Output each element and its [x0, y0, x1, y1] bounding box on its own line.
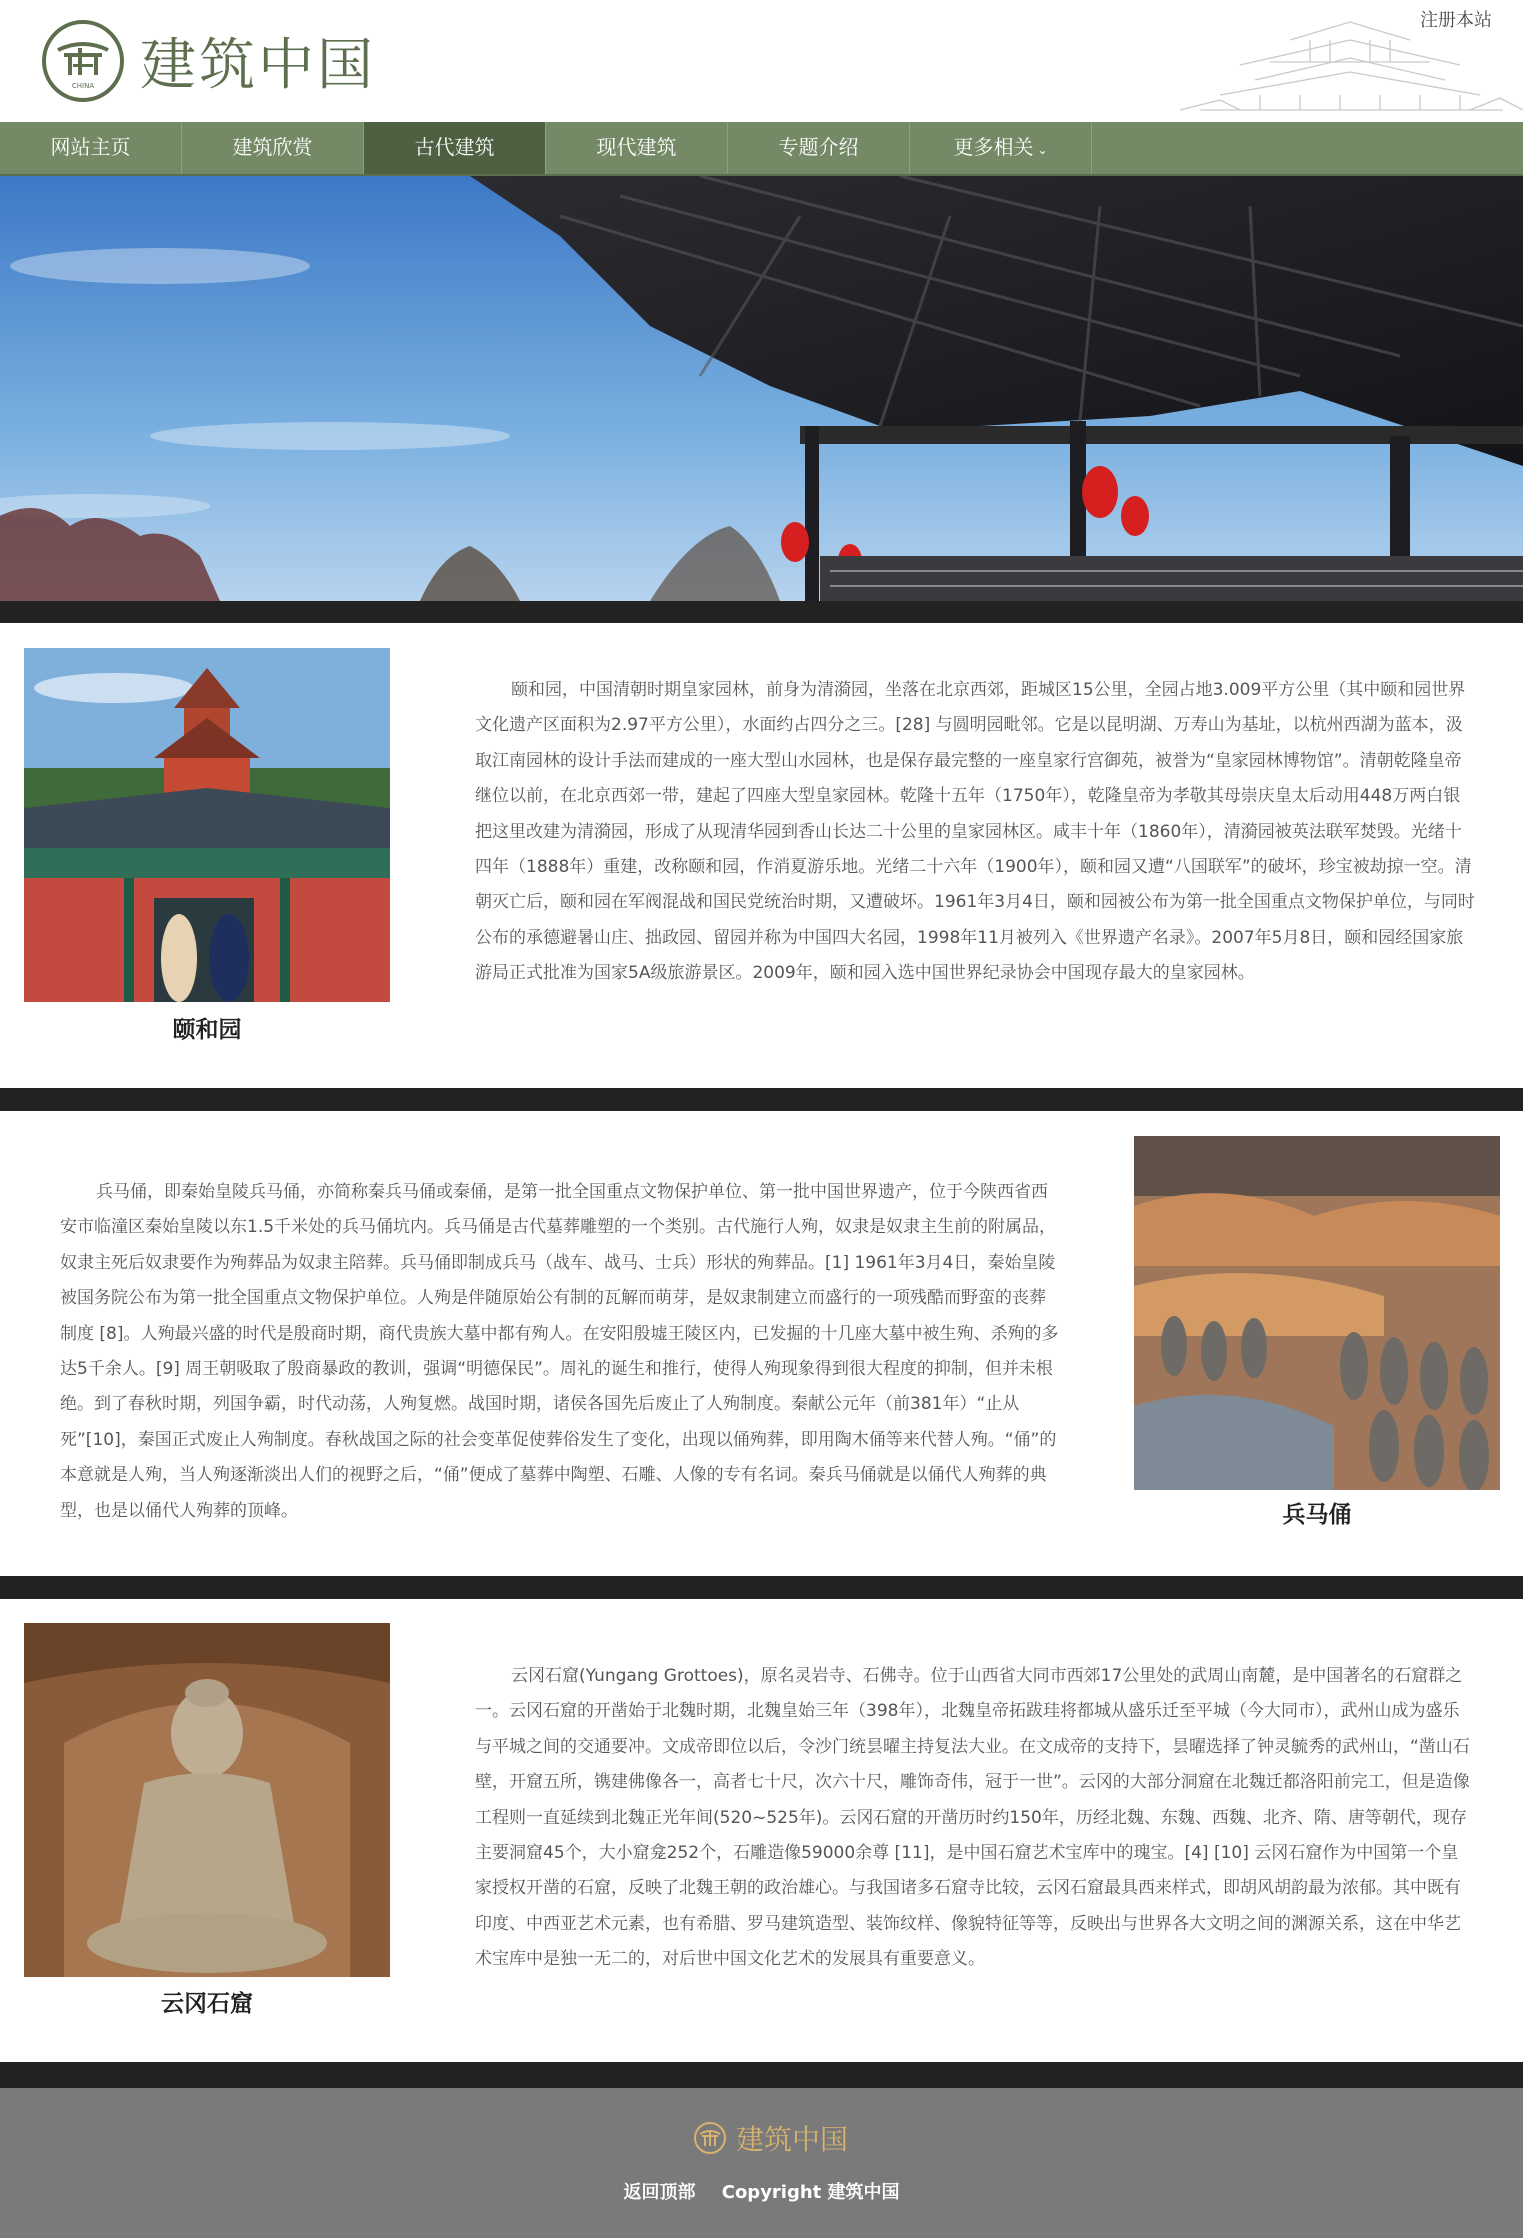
terracotta-army-section — [0, 1111, 1523, 1576]
hero-banner — [0, 176, 1523, 601]
terracotta-army-description: 兵马俑，即秦始皇陵兵马俑，亦简称秦兵马俑或秦俑，是第一批全国重点文物保护单位、第一批中国世界遗产，位于今陕西省西安市临潼区秦始皇陵以东1.5千米处的兵马俑坑内。兵马俑是古代墓葬雕塑的一个类别。古代施行人殉，奴隶是奴隶主生前的附属品，奴隶主死后奴隶要作为殉葬品为奴隶主陪葬。兵马俑即制成兵马（战车、战马、士兵）形状的殉葬品。[1] 1961年3月4日，秦始皇陵被国务院公布为第一批全国重点文物保护单位。人殉是伴随原始公有制的瓦解而萌芽，是奴隶制建立而盛行的一项残酷而野蛮的丧葬制度 [8]。人殉最兴盛的时代是殷商时期，商代贵族大墓中都有殉人。在安阳殷墟王陵区内，已发掘的十几座大墓中被生殉、杀殉的多达5千余人。[9] 周王朝吸取了殷商暴政的教训，强调“明德保民”。周礼的诞生和推行，使得人殉现象得到很大程度的抑制，但并未根绝。到了春秋时期，列国争霸，时代动荡，人殉复燃。战国时期，诸侯各国先后废止了人殉制度。秦献公元年（前381年）“止从死”[10]，秦国正式废止人殉制度。春秋战国之际的社会变革促使葬俗发生了变化，出现以俑殉葬，即用陶木俑等来代替人殉。“俑”的本意就是人殉，当人殉逐渐淡出人们的视野之后，“俑”便成了墓葬中陶塑、石雕、人像的专有名词。秦兵马俑就是以俑代人殉葬的典型，也是以俑代人殉葬的顶峰。 — [60, 1182, 1059, 1521]
section-divider — [0, 2062, 1523, 2088]
main-nav — [0, 122, 1523, 176]
nav-label: 网站主页 — [50, 135, 131, 159]
nav-item-topics[interactable] — [728, 122, 910, 174]
nav-label: 更多相关 — [953, 135, 1034, 159]
logo-emblem-icon — [692, 2120, 728, 2156]
yungang-grottoes-caption: 云冈石窟 — [161, 1991, 253, 2017]
summer-palace-photo — [24, 648, 390, 1002]
nav-label: 专题介绍 — [778, 135, 859, 159]
terracotta-army-caption: 兵马俑 — [1282, 1502, 1352, 1528]
site-footer — [0, 2088, 1523, 2238]
yungang-buddha-photo — [24, 1623, 390, 1977]
site-header — [0, 0, 1523, 122]
summer-palace-caption: 颐和园 — [172, 1017, 242, 1043]
section-divider — [0, 1088, 1523, 1111]
section-divider — [0, 1576, 1523, 1599]
nav-item-modern-architecture[interactable] — [546, 122, 728, 174]
nav-label: 古代建筑 — [414, 135, 495, 159]
nav-item-architecture-appreciation[interactable] — [182, 122, 364, 174]
nav-label: 现代建筑 — [596, 135, 677, 159]
footer-links — [0, 2178, 1523, 2204]
logo-emblem-icon — [40, 18, 126, 104]
nav-item-home[interactable] — [0, 122, 182, 174]
footer-logo-text: 建筑中国 — [736, 2123, 849, 2156]
yungang-grottoes-description: 云冈石窟(Yungang Grottoes)，原名灵岩寺、石佛寺。位于山西省大同市西郊17公里处的武周山南麓，是中国著名的石窟群之一。云冈石窟的开凿始于北魏时期，北魏皇始三年（398年），北魏皇帝拓跋珪将都城从盛乐迁至平城（今大同市），武州山成为盛乐与平城之间的交通要冲。文成帝即位以后，令沙门统昙曜主持复法大业。在文成帝的支持下，昙曜选择了钟灵毓秀的武州山，“凿山石壁，开窟五所，镌建佛像各一，高者七十尺，次六十尺，雕饰奇伟，冠于一世”。云冈的大部分洞窟在北魏迁都洛阳前完工，但是造像工程则一直延续到北魏正光年间(520~525年)。云冈石窟的开凿历时约150年，历经北魏、东魏、西魏、北齐、隋、唐等朝代，现存主要洞窟45个，大小窟龛252个，石雕造像59000余尊 [11]，是中国石窟艺术宝库中的瑰宝。[4] [10] 云冈石窟作为中国第一个皇家授权开凿的石窟，反映了北魏王朝的政治雄心。与我国诸多石窟寺比较，云冈石窟最具西来样式，即胡风胡韵最为浓郁。其中既有印度、中西亚艺术元素，也有希腊、罗马建筑造型、装饰纹样、像貌特征等等，反映出与世界各大文明之间的渊源关系，这在中华艺术宝库中是独一无二的，对后世中国文化艺术的发展具有重要意义。 — [475, 1666, 1470, 1970]
terracotta-army-photo — [1134, 1136, 1500, 1490]
nav-label: 建筑欣赏 — [232, 135, 313, 159]
copyright-text: Copyright 建筑中国 — [721, 2182, 900, 2203]
summer-palace-section — [0, 623, 1523, 1088]
back-to-top-link[interactable]: 返回顶部 — [623, 2182, 696, 2203]
register-link[interactable]: 注册本站 — [1420, 10, 1492, 31]
nav-item-ancient-architecture[interactable] — [364, 122, 546, 174]
footer-logo — [692, 2118, 848, 2158]
yungang-grottoes-section — [0, 1599, 1523, 2062]
logo-text: 建筑中国 — [140, 33, 376, 98]
summer-palace-description: 颐和园，中国清朝时期皇家园林，前身为清漪园，坐落在北京西郊，距城区15公里，全园占地3.009平方公里（其中颐和园世界文化遗产区面积为2.97平方公里），水面约占四分之三。[28] 与圆明园毗邻。它是以昆明湖、万寿山为基址，以杭州西湖为蓝本，汲取江南园林的设计手法而建成的一座大型山水园林，也是保存最完整的一座皇家行宫御苑，被誉为“皇家园林博物馆”。清朝乾隆皇帝继位以前，在北京西郊一带，建起了四座大型皇家园林。乾隆十五年（1750年），乾隆皇帝为孝敬其母崇庆皇太后动用448万两白银把这里改建为清漪园，形成了从现清华园到香山长达二十公里的皇家园林区。咸丰十年（1860年），清漪园被英法联军焚毁。光绪十四年（1888年）重建，改称颐和园，作消夏游乐地。光绪二十六年（1900年），颐和园又遭“八国联军”的破坏，珍宝被劫掠一空。清朝灭亡后，颐和园在军阀混战和国民党统治时期，又遭破坏。1961年3月4日，颐和园被公布为第一批全国重点文物保护单位，与同时公布的承德避暑山庄、拙政园、留园并称为中国四大名园，1998年11月被列入《世界遗产名录》。2007年5月8日，颐和园经国家旅游局正式批准为国家5A级旅游景区。2009年，颐和园入选中国世界纪录协会中国现存最大的皇家园林。 — [475, 680, 1475, 984]
site-logo[interactable] — [40, 18, 376, 104]
chevron-down-icon: ⌄ — [1037, 143, 1048, 157]
logo-badge-text: CHINA — [71, 82, 95, 90]
section-divider — [0, 601, 1523, 623]
nav-item-more[interactable] — [910, 122, 1092, 174]
pavilion-banner-image — [0, 176, 1523, 601]
